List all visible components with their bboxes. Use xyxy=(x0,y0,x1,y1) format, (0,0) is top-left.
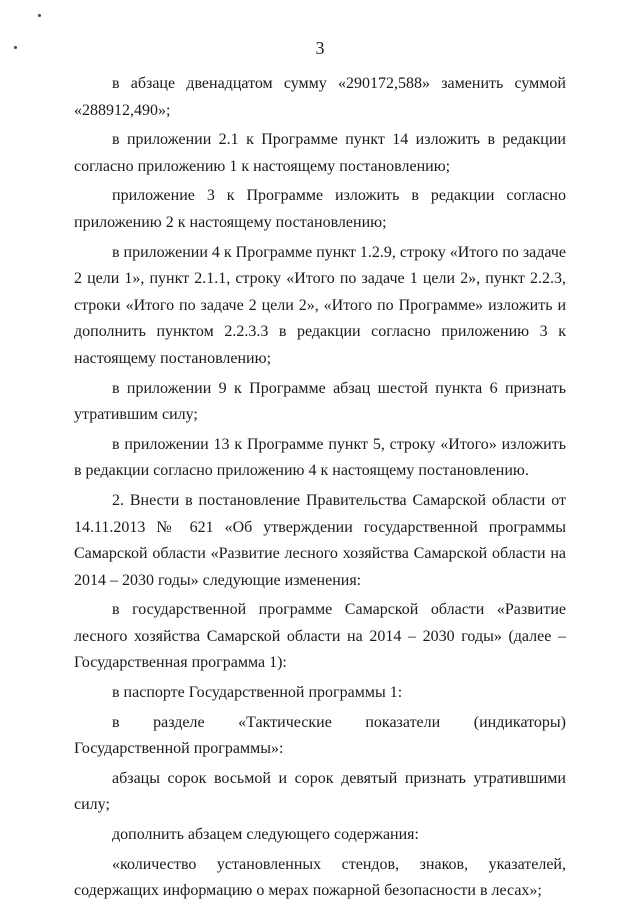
paragraph: в приложении 13 к Программе пункт 5, строку «Итого» изложить в редакции согласно приложению 4 к настоящему постановлению. xyxy=(74,435,566,480)
document-body xyxy=(74,71,566,905)
paragraph: в приложении 4 к Программе пункт 1.2.9, строку «Итого по задаче 2 цели 1», пункт 2.1.1, строку «Итого по задаче 1 цели 2», пункт 2.2.3, строки «Итого по задаче 2 цели 2», «Итого по Программе» изложить и дополнить пунктом 2.2.3.3 в редакции согласно приложению 3 к настоящему постановлению; xyxy=(74,243,566,367)
paragraph: в разделе «Тактические показатели (индикаторы) Государственной программы»: xyxy=(74,713,566,758)
paragraph: в государственной программе Самарской области «Развитие лесного хозяйства Самарской области на 2014 – 2030 годы» (далее – Государственная программа 1): xyxy=(74,601,566,672)
paragraph: дополнить абзацем следующего содержания: xyxy=(112,826,419,844)
paragraph: в паспорте Государственной программы 1: xyxy=(112,684,403,702)
paragraph: приложение 3 к Программе изложить в редакции согласно приложению 2 к настоящему постановлению; xyxy=(74,187,566,231)
paragraph: 2. Внести в постановление Правительства Самарской области от 14.11.2013 № 621 «Об утверждении государственной программы Самарской области «Развитие лесного хозяйства Самарской области на 2014 – 2030 годы» следующие изменения: xyxy=(74,491,566,589)
page-number: 3 xyxy=(315,38,325,58)
paragraph: абзацы сорок восьмой и сорок девятый признать утратившими силу; xyxy=(74,769,566,814)
paragraph: в приложении 2.1 к Программе пункт 14 изложить в редакции согласно приложению 1 к настоящему постановлению; xyxy=(74,131,566,175)
paragraph: в приложении 9 к Программе абзац шестой пункта 6 признать утратившим силу; xyxy=(74,379,566,424)
scan-speck xyxy=(38,14,41,17)
paragraph: «количество установленных стендов, знаков, указателей, содержащих информацию о мерах пожарной безопасности в лесах»; xyxy=(74,855,566,900)
paragraph: в абзаце двенадцатом сумму «290172,588» заменить суммой «288912,490»; xyxy=(74,75,566,119)
